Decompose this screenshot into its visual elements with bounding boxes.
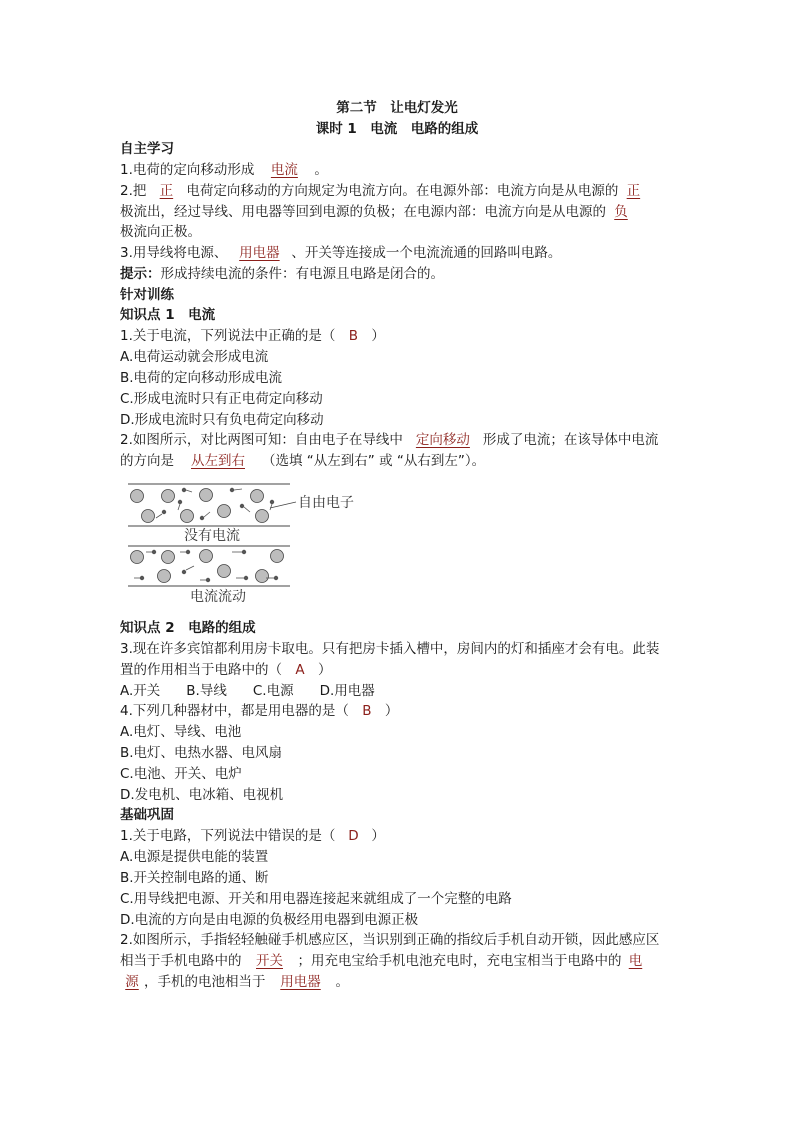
- t4-option-a: A.电灯、导线、电池: [120, 724, 242, 740]
- b1-option-d: D.电流的方向是由电源的负极经用电器到电源正极: [120, 912, 419, 928]
- atom-ion: [200, 489, 213, 502]
- free-electron: [206, 578, 210, 582]
- free-electron: [274, 576, 278, 580]
- electron-flow-figure: [120, 478, 380, 608]
- t3-option-c: C.电源: [252, 683, 294, 699]
- section-title: 第二节 让电灯发光: [336, 100, 458, 116]
- atom-ion: [131, 490, 144, 503]
- electron-arrow: [156, 514, 162, 518]
- free-electron: [178, 500, 182, 504]
- choice-answer: B: [362, 703, 372, 719]
- free-electron: [242, 550, 246, 554]
- blank-answer: 负: [614, 204, 628, 220]
- self-q2-line2: 极流出，经过导线、用电器等回到电源的负极；在电源内部：电流方向是从电源的 负: [120, 202, 680, 222]
- t3-line1: 3.现在许多宾馆都利用房卡取电。只有把房卡插入槽中，房间内的灯和插座才会有电。此装: [120, 641, 660, 657]
- choice-answer: B: [348, 328, 359, 344]
- t4-option-c: C.电池、开关、电炉: [120, 766, 242, 782]
- t1-stem: 1.关于电流，下列说法中正确的是（ B ）: [120, 328, 385, 344]
- atom-ion: [158, 570, 171, 583]
- electron-arrow: [186, 490, 192, 492]
- free-electron: [140, 576, 144, 580]
- atom-ion: [256, 510, 269, 523]
- b2-line1: 2.如图所示，手指轻轻触碰手机感应区，当识别到正确的指纹后手机自动开锁，因此感应区: [120, 932, 660, 948]
- lesson-subtitle: 课时 1 电流 电路的组成: [315, 121, 479, 137]
- free-electron: [182, 488, 186, 492]
- free-electron: [240, 504, 244, 508]
- atom-ion: [271, 550, 284, 563]
- blank-answer: 电: [628, 953, 643, 969]
- atom-ion: [251, 490, 264, 503]
- atom-ion: [142, 510, 155, 523]
- atom-ion: [218, 505, 231, 518]
- self-q3: 3.用导线将电源、 用电器 、开关等连接成一个电流流通的回路叫电路。: [120, 245, 562, 261]
- blank-answer: 电流: [270, 162, 298, 178]
- heading-self-study: 自主学习: [120, 141, 174, 157]
- b1-option-b: B.开关控制电路的通、断: [120, 870, 269, 886]
- choice-answer: D: [348, 828, 359, 844]
- b2-line2: 相当于手机电路中的 开关 ；用充电宝给手机电池充电时，充电宝相当于电路中的 电: [120, 951, 680, 971]
- blank-answer: 正: [626, 183, 641, 199]
- atom-ion: [131, 551, 144, 564]
- self-q2-line3: 极流向正极。: [120, 224, 201, 240]
- blank-answer: 用电器: [280, 974, 321, 990]
- heading-kp2: 知识点 2 电路的组成: [120, 620, 256, 636]
- electron-arrow: [178, 504, 180, 510]
- free-electron: [182, 570, 186, 574]
- atom-ion: [218, 565, 231, 578]
- atom-ion: [162, 490, 175, 503]
- free-electron: [186, 550, 190, 554]
- choice-answer: A: [295, 662, 305, 678]
- electron-arrow: [186, 566, 194, 570]
- t2-line1: 2.如图所示，对比两图可知：自由电子在导线中 定向移动 形成了电流；在该导体中电流: [120, 432, 659, 448]
- t1-option-a: A.电荷运动就会形成电流: [120, 349, 269, 365]
- atom-ion: [256, 570, 269, 583]
- b1-stem: 1.关于电路，下列说法中错误的是（ D ）: [120, 828, 385, 844]
- t3-option-d: D.用电器: [319, 683, 375, 699]
- self-q2-line1: 2.把 正 电荷定向移动的方向规定为电流方向。在电源外部：电流方向是从电源的 正: [120, 181, 680, 201]
- atom-ion: [181, 510, 194, 523]
- b2-line3: 源 ，手机的电池相当于 用电器 。: [120, 972, 680, 992]
- heading-basic: 基础巩固: [120, 807, 174, 823]
- free-electron: [200, 516, 204, 520]
- blank-answer: 用电器: [239, 245, 280, 261]
- blank-answer: 源: [125, 974, 139, 990]
- tip: 提示：形成持续电流的条件：有电源且电路是闭合的。: [120, 266, 444, 282]
- blank-answer: 开关: [256, 953, 283, 969]
- free-electron: [162, 510, 166, 514]
- free-electron: [230, 488, 234, 492]
- t4-stem: 4.下列几种器材中，都是用电器的是（ B ）: [120, 703, 399, 719]
- t3-option-a: A.开关: [120, 683, 161, 699]
- label-free-electron: 自由电子: [298, 495, 354, 511]
- t2-line2: 的方向是 从左到右 （选填 “从左到右” 或 “从右到左”）。: [120, 453, 486, 469]
- self-q1: 1.电荷的定向移动形成 电流 。: [120, 162, 328, 178]
- t4-option-d: D.发电机、电冰箱、电视机: [120, 787, 284, 803]
- free-electron: [270, 500, 274, 504]
- free-electron: [244, 576, 248, 580]
- electron-arrow: [234, 489, 242, 490]
- free-electron: [152, 550, 156, 554]
- blank-answer: 定向移动: [415, 432, 470, 448]
- atom-ion: [200, 550, 213, 563]
- label-current-flowing: 电流流动: [190, 589, 246, 605]
- t3-option-b: B.导线: [186, 683, 227, 699]
- t1-option-d: D.形成电流时只有负电荷定向移动: [120, 412, 324, 428]
- atom-ion: [162, 551, 175, 564]
- t1-option-c: C.形成电流时只有正电荷定向移动: [120, 391, 323, 407]
- electron-arrow: [270, 504, 272, 510]
- heading-kp1: 知识点 1 电流: [120, 307, 216, 323]
- t3-line2: 置的作用相当于电路中的（ A ）: [120, 662, 332, 678]
- electron-arrow: [244, 507, 250, 512]
- b1-option-a: A.电源是提供电能的装置: [120, 849, 269, 865]
- blank-answer: 从左到右: [191, 453, 245, 469]
- b1-option-c: C.用导线把电源、开关和用电器连接起来就组成了一个完整的电路: [120, 891, 512, 907]
- electron-arrow: [204, 512, 210, 517]
- tip-label: 提示：: [120, 266, 161, 282]
- t3-options: [120, 681, 680, 701]
- t1-option-b: B.电荷的定向移动形成电流: [120, 370, 283, 386]
- t4-option-b: B.电灯、电热水器、电风扇: [120, 745, 283, 761]
- blank-answer: 正: [159, 183, 174, 199]
- label-no-current: 没有电流: [184, 528, 240, 544]
- heading-training: 针对训练: [120, 287, 174, 303]
